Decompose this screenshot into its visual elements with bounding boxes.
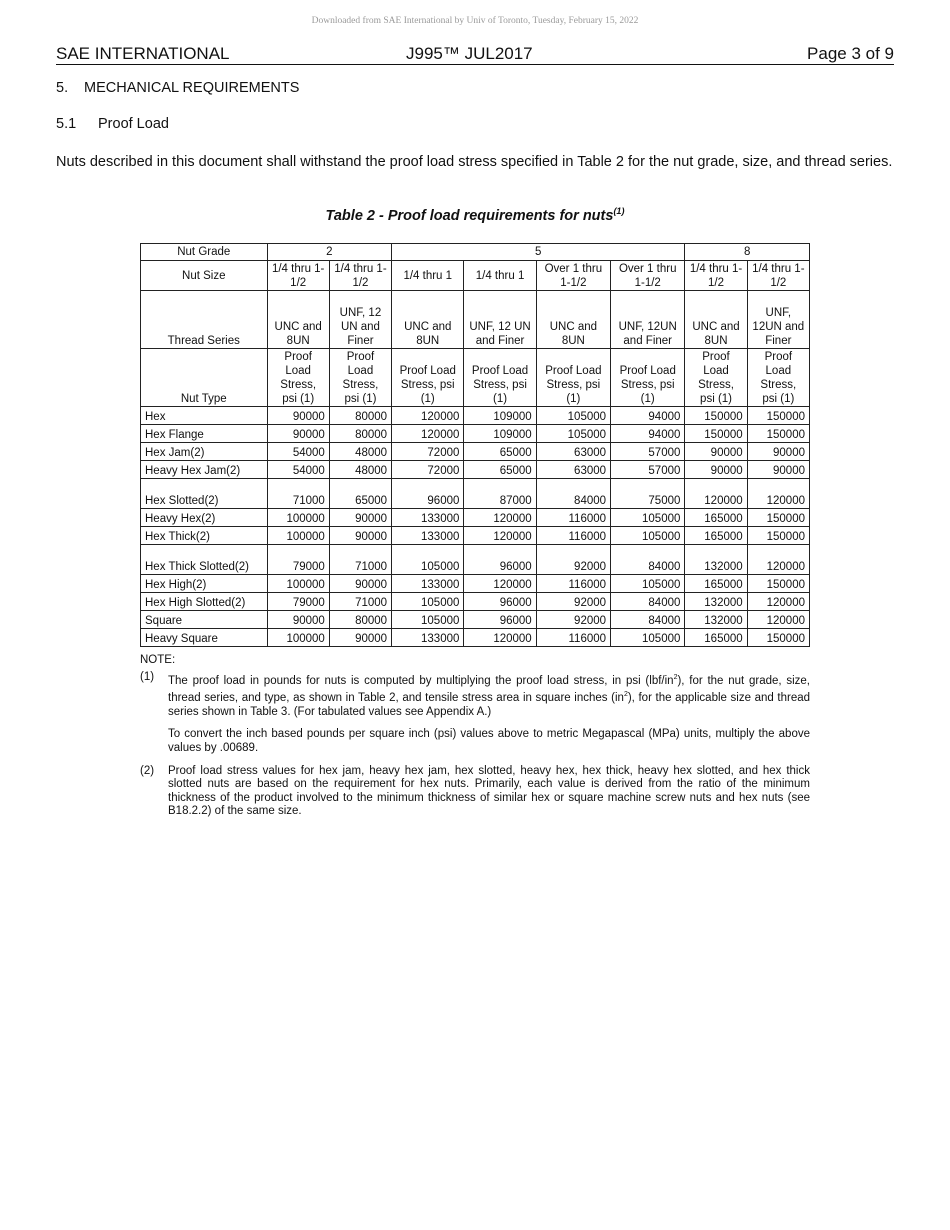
proof-load-value: 96000: [464, 593, 536, 611]
section-number: 5.: [56, 80, 69, 96]
proof-load-value: 116000: [536, 527, 610, 545]
thread-cell: UNC and 8UN: [536, 291, 610, 349]
thread-cell: UNF, 12 UN and Finer: [464, 291, 536, 349]
proof-load-value: 150000: [747, 527, 809, 545]
proof-load-table: [140, 243, 810, 647]
table-row: [141, 407, 810, 425]
section-title: MECHANICAL REQUIREMENTS: [84, 80, 300, 96]
nut-type-cell: Hex Thick Slotted(2): [141, 545, 268, 575]
table-row: [141, 593, 810, 611]
proof-load-value: 84000: [611, 611, 685, 629]
section-heading: [56, 80, 299, 96]
nut-type-cell: Heavy Square: [141, 629, 268, 647]
proof-load-value: 100000: [267, 527, 329, 545]
proof-load-value: 65000: [464, 461, 536, 479]
stress-header-cell: Proof Load Stress, psi (1): [392, 349, 464, 407]
thread-cell: UNC and 8UN: [685, 291, 747, 349]
proof-load-value: 92000: [536, 611, 610, 629]
subsection-title: Proof Load: [98, 116, 169, 132]
proof-load-value: 133000: [392, 509, 464, 527]
table-row: [141, 443, 810, 461]
proof-load-value: 120000: [392, 425, 464, 443]
proof-load-value: 116000: [536, 575, 610, 593]
proof-load-value: 100000: [267, 509, 329, 527]
thread-cell: UNF, 12UN and Finer: [611, 291, 685, 349]
proof-load-value: 90000: [329, 575, 391, 593]
proof-load-value: 120000: [747, 479, 809, 509]
size-cell: Over 1 thru 1-1/2: [536, 261, 610, 291]
body-paragraph: Nuts described in this document shall withstand the proof load stress specified in Table 2 for the nut grade, size, and thread series.: [56, 154, 893, 170]
proof-load-value: 133000: [392, 575, 464, 593]
nut-type-cell: Heavy Hex Jam(2): [141, 461, 268, 479]
proof-load-value: 132000: [685, 593, 747, 611]
proof-load-value: 96000: [392, 479, 464, 509]
notes-heading: NOTE:: [140, 654, 176, 666]
nut-type-cell: Hex Slotted(2): [141, 479, 268, 509]
header-doc-id: J995™ JUL2017: [406, 44, 533, 63]
proof-load-value: 132000: [685, 545, 747, 575]
header-org: SAE INTERNATIONAL: [56, 44, 230, 63]
proof-load-value: 71000: [329, 593, 391, 611]
proof-load-value: 84000: [611, 593, 685, 611]
proof-load-value: 72000: [392, 443, 464, 461]
table-row: [141, 425, 810, 443]
table-caption-footnote: (1): [613, 206, 625, 216]
proof-load-value: 150000: [747, 407, 809, 425]
header-nut-type: Nut Type: [141, 349, 268, 407]
proof-load-value: 120000: [747, 593, 809, 611]
size-cell: 1/4 thru 1-1/2: [747, 261, 809, 291]
proof-load-value: 120000: [464, 629, 536, 647]
stress-header-cell: Proof Load Stress, psi (1): [267, 349, 329, 407]
proof-load-value: 165000: [685, 629, 747, 647]
proof-load-value: 120000: [464, 509, 536, 527]
proof-load-value: 48000: [329, 443, 391, 461]
proof-load-value: 165000: [685, 527, 747, 545]
size-header-row: [141, 261, 810, 291]
proof-load-value: 92000: [536, 545, 610, 575]
proof-load-value: 120000: [392, 407, 464, 425]
stress-header-cell: Proof Load Stress, psi (1): [464, 349, 536, 407]
header-nut-size: Nut Size: [141, 261, 268, 291]
proof-load-value: 57000: [611, 461, 685, 479]
proof-load-value: 90000: [747, 443, 809, 461]
size-cell: 1/4 thru 1-1/2: [685, 261, 747, 291]
proof-load-value: 120000: [747, 545, 809, 575]
thread-cell: UNC and 8UN: [392, 291, 464, 349]
proof-load-value: 79000: [267, 545, 329, 575]
stress-header-cell: Proof Load Stress, psi (1): [329, 349, 391, 407]
proof-load-value: 94000: [611, 425, 685, 443]
proof-load-value: 150000: [747, 629, 809, 647]
proof-load-value: 84000: [611, 545, 685, 575]
proof-load-value: 92000: [536, 593, 610, 611]
proof-load-value: 90000: [685, 443, 747, 461]
table-row: [141, 479, 810, 509]
proof-load-value: 105000: [611, 509, 685, 527]
notes-section: [140, 671, 810, 828]
size-cell: 1/4 thru 1: [464, 261, 536, 291]
proof-load-value: 100000: [267, 575, 329, 593]
proof-load-value: 150000: [747, 575, 809, 593]
page-header: [56, 44, 894, 65]
proof-load-value: 165000: [685, 509, 747, 527]
proof-load-value: 105000: [611, 527, 685, 545]
proof-load-value: 133000: [392, 629, 464, 647]
size-cell: Over 1 thru 1-1/2: [611, 261, 685, 291]
proof-load-value: 120000: [464, 527, 536, 545]
proof-load-value: 120000: [464, 575, 536, 593]
proof-load-value: 90000: [329, 509, 391, 527]
note-1-text: The proof load in pounds for nuts is computed by multiplying the proof load stress, in psi $(lbf/in^2)$, for the nut grade, size, thread series, and type, as shown in Table 2, and tensile stress area in square inches $(in^2)$, for the applicable size and thread series shown in Table 3. (For tabulated values see Appendix A.): [168, 674, 811, 718]
proof-load-value: 72000: [392, 461, 464, 479]
subsection-number: 5.1: [56, 116, 77, 132]
proof-load-value: 150000: [747, 509, 809, 527]
proof-load-value: 54000: [267, 443, 329, 461]
nut-type-cell: Hex Thick(2): [141, 527, 268, 545]
proof-load-value: 105000: [392, 611, 464, 629]
note-1-conversion: To convert the inch based pounds per square inch (psi) values above to metric Megapascal (MPa) units, multiply the above values by .00689.: [168, 728, 810, 755]
thread-cell: UNF, 12UN and Finer: [747, 291, 809, 349]
nut-type-cell: Heavy Hex(2): [141, 509, 268, 527]
proof-load-value: 109000: [464, 425, 536, 443]
header-nut-grade: Nut Grade: [141, 244, 268, 261]
proof-load-value: 65000: [329, 479, 391, 509]
note-1-number: (1): [140, 671, 155, 683]
proof-load-value: 105000: [392, 593, 464, 611]
table-row: [141, 461, 810, 479]
proof-load-value: 120000: [747, 611, 809, 629]
grade-5-header: 5: [392, 244, 685, 261]
proof-load-value: 105000: [392, 545, 464, 575]
proof-load-value: 105000: [611, 575, 685, 593]
proof-load-value: 105000: [611, 629, 685, 647]
proof-load-value: 84000: [536, 479, 610, 509]
note-2-text: Proof load stress values for hex jam, heavy hex jam, hex slotted, heavy hex, hex thick, heavy hex slotted, and hex thick slotted nuts are based on the requirement for hex nuts. Primarily, each value is derived from the ratio of the minimum thickness of the product involved to the minimum thickness of similar hex or square machine screw nuts and hex nuts (see B18.2.2) of the same size.: [168, 764, 810, 818]
nut-type-cell: Square: [141, 611, 268, 629]
nut-type-cell: Hex: [141, 407, 268, 425]
proof-load-value: 80000: [329, 425, 391, 443]
thread-cell: UNC and 8UN: [267, 291, 329, 349]
stress-header-cell: Proof Load Stress, psi (1): [747, 349, 809, 407]
proof-load-value: 105000: [536, 425, 610, 443]
nut-type-cell: Hex High(2): [141, 575, 268, 593]
thread-cell: UNF, 12 UN and Finer: [329, 291, 391, 349]
proof-load-value: 87000: [464, 479, 536, 509]
stress-header-cell: Proof Load Stress, psi (1): [685, 349, 747, 407]
proof-load-value: 54000: [267, 461, 329, 479]
proof-load-value: 100000: [267, 629, 329, 647]
proof-load-value: 90000: [329, 629, 391, 647]
table-body: [141, 407, 810, 647]
grade-2-header: 2: [267, 244, 392, 261]
header-thread-series: Thread Series: [141, 291, 268, 349]
proof-load-value: 109000: [464, 407, 536, 425]
proof-load-value: 94000: [611, 407, 685, 425]
proof-load-value: 90000: [267, 407, 329, 425]
proof-load-value: 132000: [685, 611, 747, 629]
proof-load-value: 63000: [536, 461, 610, 479]
proof-load-value: 90000: [747, 461, 809, 479]
stress-header-cell: Proof Load Stress, psi (1): [611, 349, 685, 407]
stress-header-cell: Proof Load Stress, psi (1): [536, 349, 610, 407]
proof-load-value: 96000: [464, 611, 536, 629]
header-page-number: Page 3 of 9: [807, 44, 894, 63]
proof-load-value: 96000: [464, 545, 536, 575]
size-cell: 1/4 thru 1-1/2: [267, 261, 329, 291]
proof-load-value: 57000: [611, 443, 685, 461]
proof-load-value: 79000: [267, 593, 329, 611]
proof-load-value: 90000: [329, 527, 391, 545]
proof-load-value: 90000: [267, 425, 329, 443]
nut-type-cell: Hex High Slotted(2): [141, 593, 268, 611]
table-caption-text: Table 2 - Proof load requirements for nuts: [325, 207, 614, 224]
proof-load-value: 116000: [536, 509, 610, 527]
table-caption: [0, 206, 950, 224]
proof-load-value: 150000: [685, 425, 747, 443]
proof-load-value: 150000: [747, 425, 809, 443]
note-2-number: (2): [140, 764, 155, 777]
table-row: [141, 545, 810, 575]
proof-load-value: 65000: [464, 443, 536, 461]
table-row: [141, 611, 810, 629]
proof-load-value: 48000: [329, 461, 391, 479]
proof-load-value: 105000: [536, 407, 610, 425]
proof-load-value: 63000: [536, 443, 610, 461]
proof-load-value: 116000: [536, 629, 610, 647]
size-cell: 1/4 thru 1: [392, 261, 464, 291]
proof-load-value: 90000: [267, 611, 329, 629]
proof-load-value: 90000: [685, 461, 747, 479]
proof-load-value: 165000: [685, 575, 747, 593]
grade-header-row: [141, 244, 810, 261]
nut-type-cell: Hex Jam(2): [141, 443, 268, 461]
table-row: [141, 527, 810, 545]
download-watermark: Downloaded from SAE International by Univ of Toronto, Tuesday, February 15, 2022: [311, 16, 639, 26]
subsection-heading: [56, 116, 169, 132]
table-row: [141, 509, 810, 527]
thread-header-row: [141, 291, 810, 349]
table-row: [141, 575, 810, 593]
proof-load-value: 71000: [329, 545, 391, 575]
table-row: [141, 629, 810, 647]
note-1: [140, 671, 810, 756]
note-2: [140, 765, 810, 819]
grade-8-header: 8: [685, 244, 810, 261]
proof-load-value: 120000: [685, 479, 747, 509]
proof-load-value: 80000: [329, 407, 391, 425]
type-header-row: [141, 349, 810, 407]
proof-load-value: 133000: [392, 527, 464, 545]
size-cell: 1/4 thru 1-1/2: [329, 261, 391, 291]
proof-load-value: 150000: [685, 407, 747, 425]
nut-type-cell: Hex Flange: [141, 425, 268, 443]
proof-load-value: 80000: [329, 611, 391, 629]
proof-load-value: 75000: [611, 479, 685, 509]
proof-load-value: 71000: [267, 479, 329, 509]
